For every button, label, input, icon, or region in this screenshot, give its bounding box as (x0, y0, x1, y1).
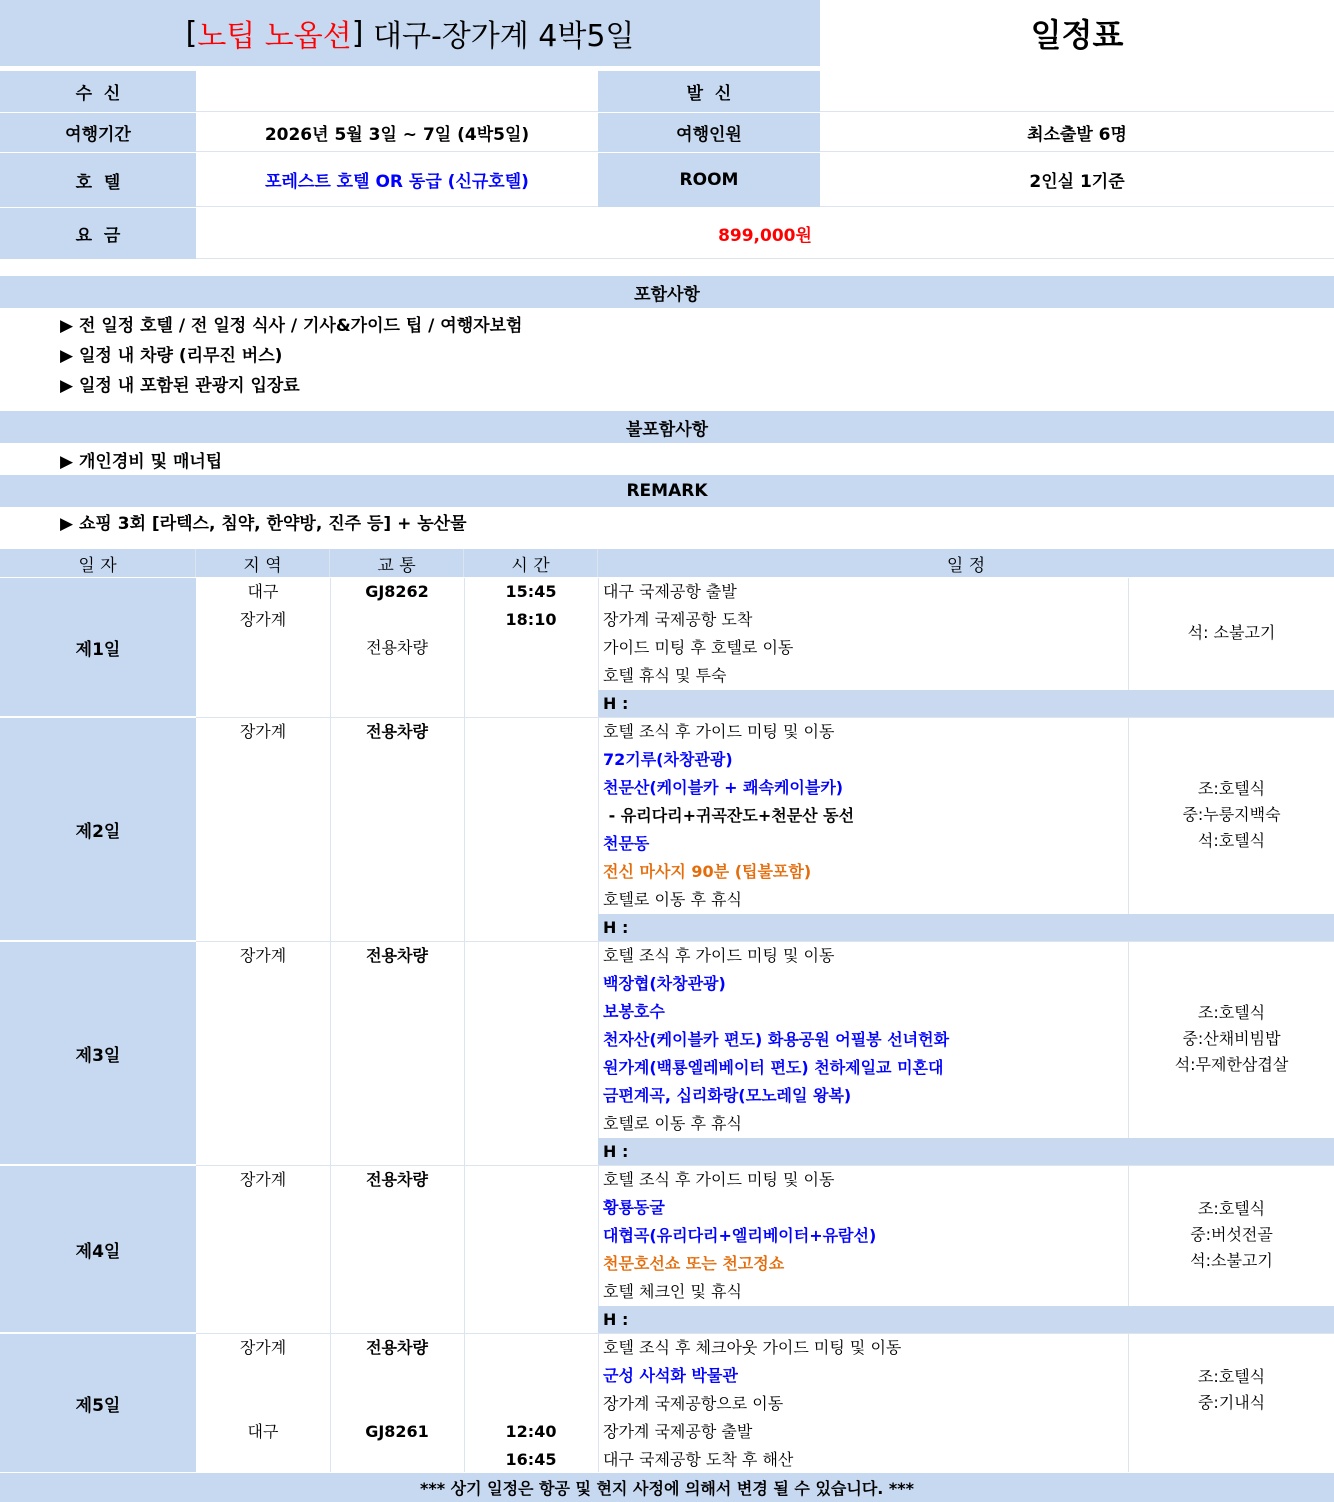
region-cell: 장가계 (239, 1170, 287, 1189)
schedule-line: 호텔로 이동 후 휴식 (603, 1114, 742, 1133)
region-cell: 장가계 (239, 946, 287, 965)
excluded-item: ▶ 개인경비 및 매너팁 (60, 452, 223, 472)
meal-cell: 석:소불고기 (1190, 1251, 1273, 1270)
time-cell: 15:45 (505, 582, 557, 601)
hotel-row: H : (598, 914, 1334, 941)
remark-item: ▶ 쇼핑 3회 [라텍스, 침약, 한약방, 진주 등] + 농산물 (60, 514, 467, 534)
column-divider (464, 578, 465, 1472)
footer-note: *** 상기 일정은 항공 및 현지 사정에 의해서 변경 될 수 있습니다. *** (0, 1473, 1334, 1502)
schedule-line: 호텔 조식 후 가이드 미팅 및 이동 (603, 722, 835, 741)
region-cell: 장가계 (239, 722, 287, 741)
period-label: 여행기간 (0, 113, 196, 152)
recv-label: 수 신 (0, 71, 196, 112)
meal-cell: 중:누룽지백숙 (1182, 805, 1281, 824)
meal-cell: 조:호텔식 (1197, 1367, 1266, 1386)
day-label: 제1일 (0, 578, 196, 716)
transport-cell: 전용차량 (366, 1338, 428, 1357)
schedule-line: 장가계 국제공항으로 이동 (603, 1394, 784, 1413)
header-transport: 교 통 (330, 549, 464, 577)
schedule-line: 금편계곡, 십리화랑(모노레일 왕복) (603, 1086, 852, 1105)
included-item: ▶ 일정 내 포함된 관광지 입장료 (60, 376, 300, 396)
schedule-line: 전신 마사지 90분 (팁불포함) (603, 862, 812, 881)
schedule-line: 호텔로 이동 후 휴식 (603, 890, 742, 909)
schedule-line: 대구 국제공항 도착 후 해산 (603, 1450, 794, 1469)
schedule-line: 장가계 국제공항 출발 (603, 1422, 753, 1441)
excluded-header: 불포함사항 (0, 411, 1334, 443)
time-cell: 12:40 (505, 1422, 557, 1441)
transport-cell: 전용차량 (366, 946, 428, 965)
schedule-line: 장가계 국제공항 도착 (603, 610, 753, 629)
time-cell: 18:10 (505, 610, 557, 629)
hotel-value: 포레스트 호텔 OR 동급 (신규호텔) (196, 153, 598, 207)
remark-header: REMARK (0, 475, 1334, 507)
meal-cell: 조:호텔식 (1197, 1003, 1266, 1022)
title-side: 일정표 (1030, 16, 1124, 54)
send-value (820, 71, 1334, 112)
transport-cell: 전용차량 (366, 638, 428, 657)
day-label: 제4일 (0, 1166, 196, 1332)
schedule-line: 보봉호수 (603, 1002, 665, 1021)
header-time: 시 간 (464, 549, 598, 577)
schedule-line: 천문산(케이블카 + 쾌속케이블카) (603, 778, 844, 797)
schedule-line: 호텔 체크인 및 휴식 (603, 1282, 742, 1301)
meal-cell: 조:호텔식 (1197, 1199, 1266, 1218)
title-bracket-close: ] (351, 15, 364, 51)
price-label: 요 금 (0, 208, 196, 259)
people-label: 여행인원 (598, 113, 820, 152)
day-label: 제2일 (0, 718, 196, 940)
schedule-line: 대구 국제공항 출발 (603, 582, 737, 601)
schedule-line: 황룡동굴 (603, 1198, 665, 1217)
meal-cell: 중:버섯전골 (1190, 1225, 1273, 1244)
included-item: ▶ 일정 내 차량 (리무진 버스) (60, 346, 283, 366)
schedule-line: 호텔 조식 후 가이드 미팅 및 이동 (603, 946, 835, 965)
schedule-line: 가이드 미팅 후 호텔로 이동 (603, 638, 794, 657)
schedule-line: 72기루(차창관광) (603, 750, 733, 769)
hotel-label: 호 텔 (0, 153, 196, 207)
schedule-line: 호텔 조식 후 체크아웃 가이드 미팅 및 이동 (603, 1338, 902, 1357)
schedule-line: - 유리다리+귀곡잔도+천문산 동선 (603, 806, 855, 825)
meal-cell: 중:산채비빔밥 (1182, 1029, 1281, 1048)
room-value: 2인실 1기준 (820, 153, 1334, 207)
title-highlight: 노팁 노옵션 (197, 19, 352, 54)
people-value: 최소출발 6명 (820, 113, 1334, 152)
meal-cell: 중:기내식 (1197, 1393, 1266, 1412)
recv-value (196, 71, 598, 112)
transport-cell: GJ8261 (365, 1422, 429, 1441)
header-schedule: 일 정 (598, 549, 1334, 577)
region-cell: 대구 (247, 1422, 279, 1441)
price-value: 899,000원 (196, 208, 1334, 259)
header-region: 지 역 (196, 549, 330, 577)
hotel-row: H : (598, 690, 1334, 717)
region-cell: 장가계 (239, 610, 287, 629)
title-rest: 대구-장가계 4박5일 (363, 19, 635, 54)
day-label: 제3일 (0, 942, 196, 1164)
region-cell: 장가계 (239, 1338, 287, 1357)
meal-cell: 석:무제한삼겹살 (1174, 1055, 1289, 1074)
schedule-line: 호텔 휴식 및 투숙 (603, 666, 727, 685)
header-day: 일 자 (0, 549, 196, 577)
schedule-line: 천문호선쇼 또는 천고정쇼 (603, 1254, 785, 1273)
time-cell: 16:45 (505, 1450, 557, 1469)
hotel-row: H : (598, 1306, 1334, 1333)
included-header: 포함사항 (0, 276, 1334, 308)
schedule-line: 백장협(차창관광) (603, 974, 726, 993)
transport-cell: GJ8262 (365, 582, 429, 601)
schedule-line: 호텔 조식 후 가이드 미팅 및 이동 (603, 1170, 835, 1189)
title-bracket-open: [ (185, 15, 198, 51)
day-label: 제5일 (0, 1334, 196, 1472)
schedule-line: 대협곡(유리다리+엘리베이터+유람선) (603, 1226, 877, 1245)
meal-cell: 석: 소불고기 (1187, 623, 1276, 642)
hotel-row: H : (598, 1138, 1334, 1165)
meal-cell: 조:호텔식 (1197, 779, 1266, 798)
transport-cell: 전용차량 (366, 722, 428, 741)
schedule-line: 군성 사석화 박물관 (603, 1366, 738, 1385)
schedule-line: 원가계(백룡엘레베이터 편도) 천하제일교 미혼대 (603, 1058, 944, 1077)
send-label: 발 신 (598, 71, 820, 112)
period-value: 2026년 5월 3일 ~ 7일 (4박5일) (196, 113, 598, 152)
included-item: ▶ 전 일정 호텔 / 전 일정 식사 / 기사&가이드 팁 / 여행자보험 (60, 316, 523, 336)
room-label: ROOM (598, 153, 820, 207)
meal-cell: 석:호텔식 (1197, 831, 1266, 850)
schedule-line: 천자산(케이블카 편도) 화용공원 어필봉 선녀헌화 (603, 1030, 950, 1049)
transport-cell: 전용차량 (366, 1170, 428, 1189)
schedule-line: 천문동 (603, 834, 650, 853)
region-cell: 대구 (247, 582, 279, 601)
document-title (0, 0, 820, 66)
